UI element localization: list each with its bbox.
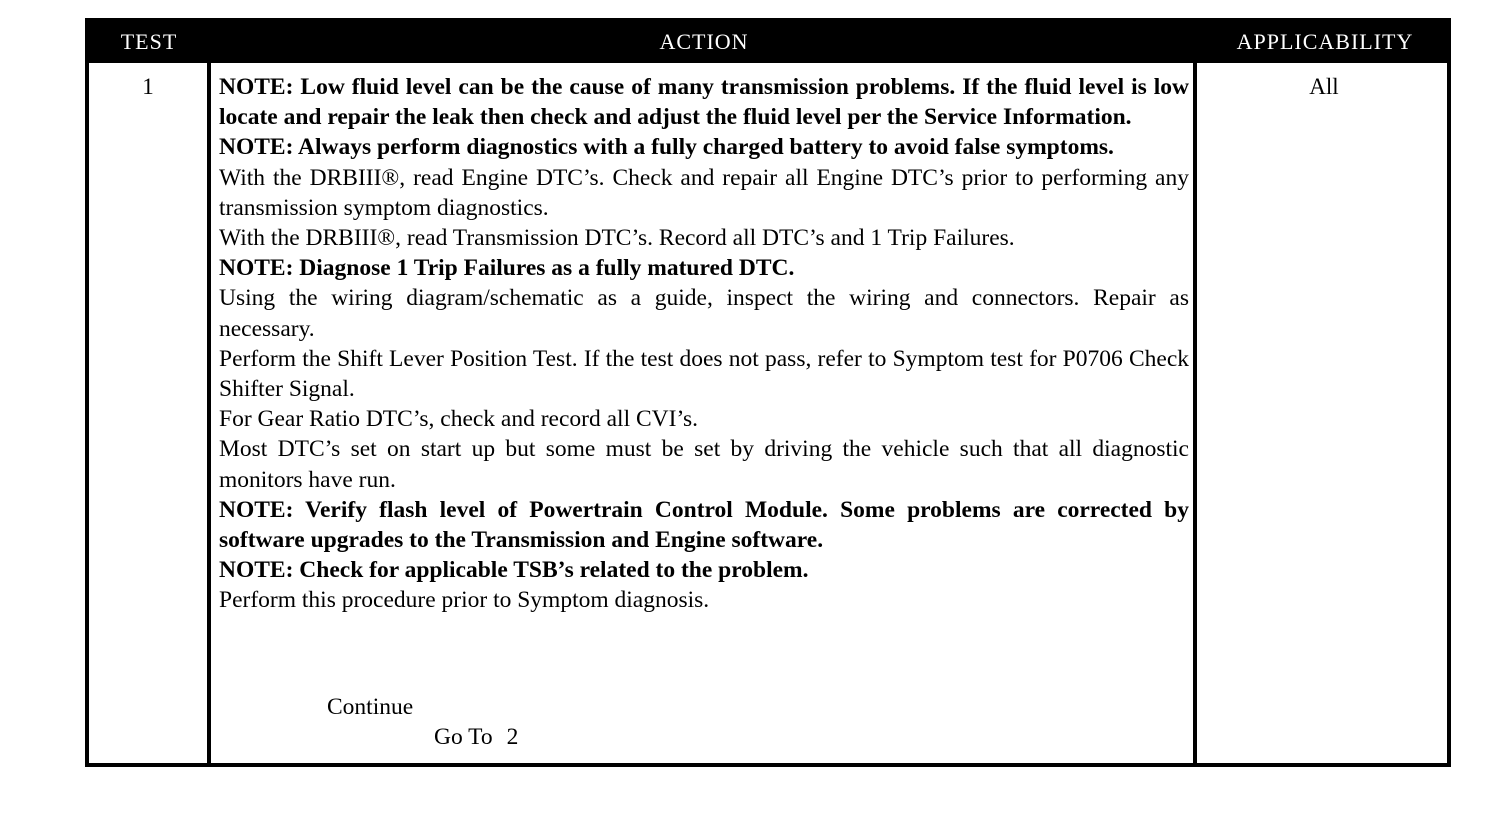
step-drive-vehicle: Most DTC’s set on start up but some must be set by driving the vehicle such that all diagnostic monitors have run. xyxy=(219,436,1189,493)
goto-label: Go To xyxy=(434,724,493,750)
step-engine-dtc: With the DRBIII®, read Engine DTC’s. Check and repair all Engine DTC’s prior to performing any transmission symptom diagnostics. xyxy=(219,164,1189,221)
note-flash-level: NOTE: Verify flash level of Powertrain Control Module. Some problems are corrected by software upgrades to the Transmission and Engine software. xyxy=(219,496,1189,554)
step-gear-ratio: For Gear Ratio DTC’s, check and record all CVI’s. xyxy=(219,406,699,433)
applicability-value: All xyxy=(1309,74,1339,99)
note-tsb: NOTE: Check for applicable TSB’s related to the problem. xyxy=(219,557,809,584)
continue-label: Continue xyxy=(327,694,414,720)
test-number: 1 xyxy=(142,74,154,99)
note-low-fluid: NOTE: Low fluid level can be the cause of many transmission problems. If the fluid level is low locate and repair the leak then check and adjust the fluid level per the Service Information. xyxy=(219,74,1189,131)
header-test: TEST xyxy=(120,29,178,54)
step-transmission-dtc: With the DRBIII®, read Transmission DTC’s. Record all DTC’s and 1 Trip Failures. xyxy=(219,225,1015,252)
goto-instruction xyxy=(434,724,518,751)
note-trip-failures: NOTE: Diagnose 1 Trip Failures as a fully matured DTC. xyxy=(219,255,795,282)
action-cell xyxy=(219,72,1189,616)
table-header xyxy=(89,22,1447,60)
step-shift-lever-test: Perform the Shift Lever Position Test. If the test does not pass, refer to Symptom test for P0706 Check Shifter Signal. xyxy=(219,345,1189,403)
header-action: ACTION xyxy=(659,29,749,54)
goto-target[interactable]: 2 xyxy=(506,724,519,750)
note-battery: NOTE: Always perform diagnostics with a fully charged battery to avoid false symptoms. xyxy=(219,134,1114,161)
step-perform-procedure: Perform this procedure prior to Symptom diagnosis. xyxy=(219,587,710,614)
step-inspect-wiring: Using the wiring diagram/schematic as a guide, inspect the wiring and connectors. Repair as necessary. xyxy=(219,285,1189,342)
header-applicability: APPLICABILITY xyxy=(1236,29,1414,54)
header-divider xyxy=(89,60,1447,63)
column-divider-applicability xyxy=(1193,60,1197,763)
diagnostic-table xyxy=(85,18,1451,767)
column-divider-test xyxy=(207,60,211,763)
